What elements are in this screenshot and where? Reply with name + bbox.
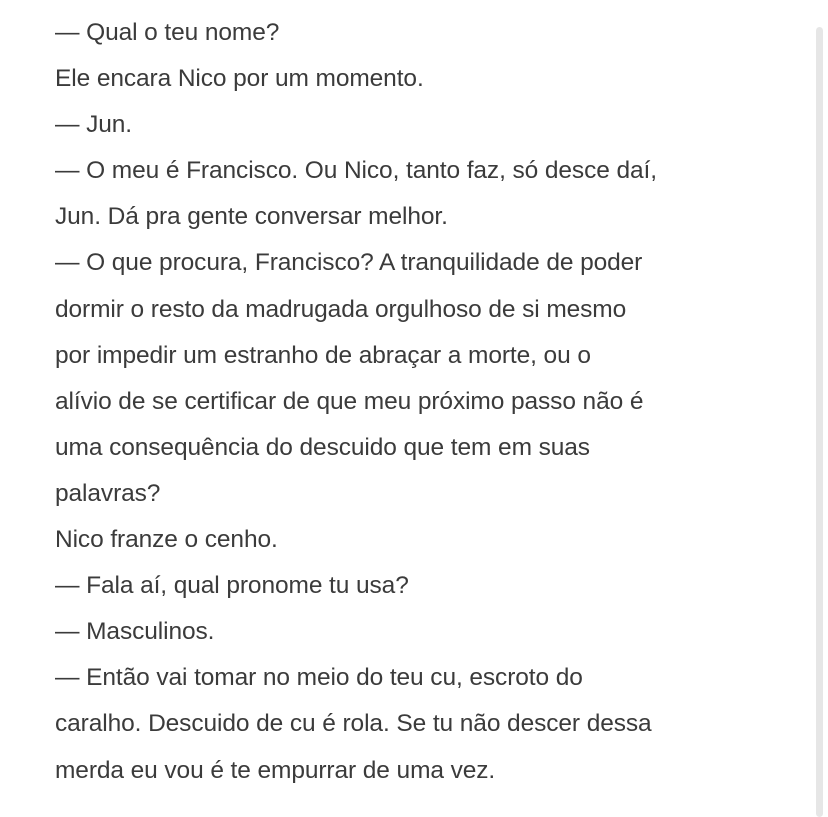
text-line: palavras? [55, 479, 161, 507]
text-line: Jun. Dá pra gente conversar melhor. [55, 203, 448, 231]
text-line: uma consequência do descuido que tem em suas [55, 433, 590, 461]
text-line: — Fala aí, qual pronome tu usa? [55, 572, 409, 600]
paragraph [55, 10, 805, 56]
paragraph [55, 240, 805, 517]
text-line: — Então vai tomar no meio do teu cu, escroto do [55, 664, 583, 692]
text-line: — Qual o teu nome? [55, 19, 280, 46]
paragraph [55, 609, 805, 655]
text-line: alívio de se certificar de que meu próximo passo não é [55, 387, 644, 415]
text-line: — O que procura, Francisco? A tranquilidade de poder [55, 249, 643, 277]
paragraph [55, 563, 805, 609]
text-line: — Masculinos. [55, 618, 215, 646]
paragraph [55, 56, 805, 102]
scrollbar[interactable] [816, 27, 823, 817]
text-line: Nico franze o cenho. [55, 526, 278, 554]
paragraph [55, 102, 805, 148]
paragraph [55, 148, 805, 240]
text-line: — O meu é Francisco. Ou Nico, tanto faz, só desce daí, [55, 157, 657, 185]
paragraph [55, 655, 805, 793]
paragraph [55, 517, 805, 563]
text-line: caralho. Descuido de cu é rola. Se tu não descer dessa [55, 710, 652, 738]
document-text [55, 10, 805, 794]
text-line: Ele encara Nico por um momento. [55, 65, 424, 93]
text-line: por impedir um estranho de abraçar a morte, ou o [55, 341, 591, 369]
text-line: dormir o resto da madrugada orgulhoso de si mesmo [55, 295, 627, 323]
text-line: merda eu vou é te empurrar de uma vez. [55, 756, 496, 784]
text-line: — Jun. [55, 111, 133, 139]
